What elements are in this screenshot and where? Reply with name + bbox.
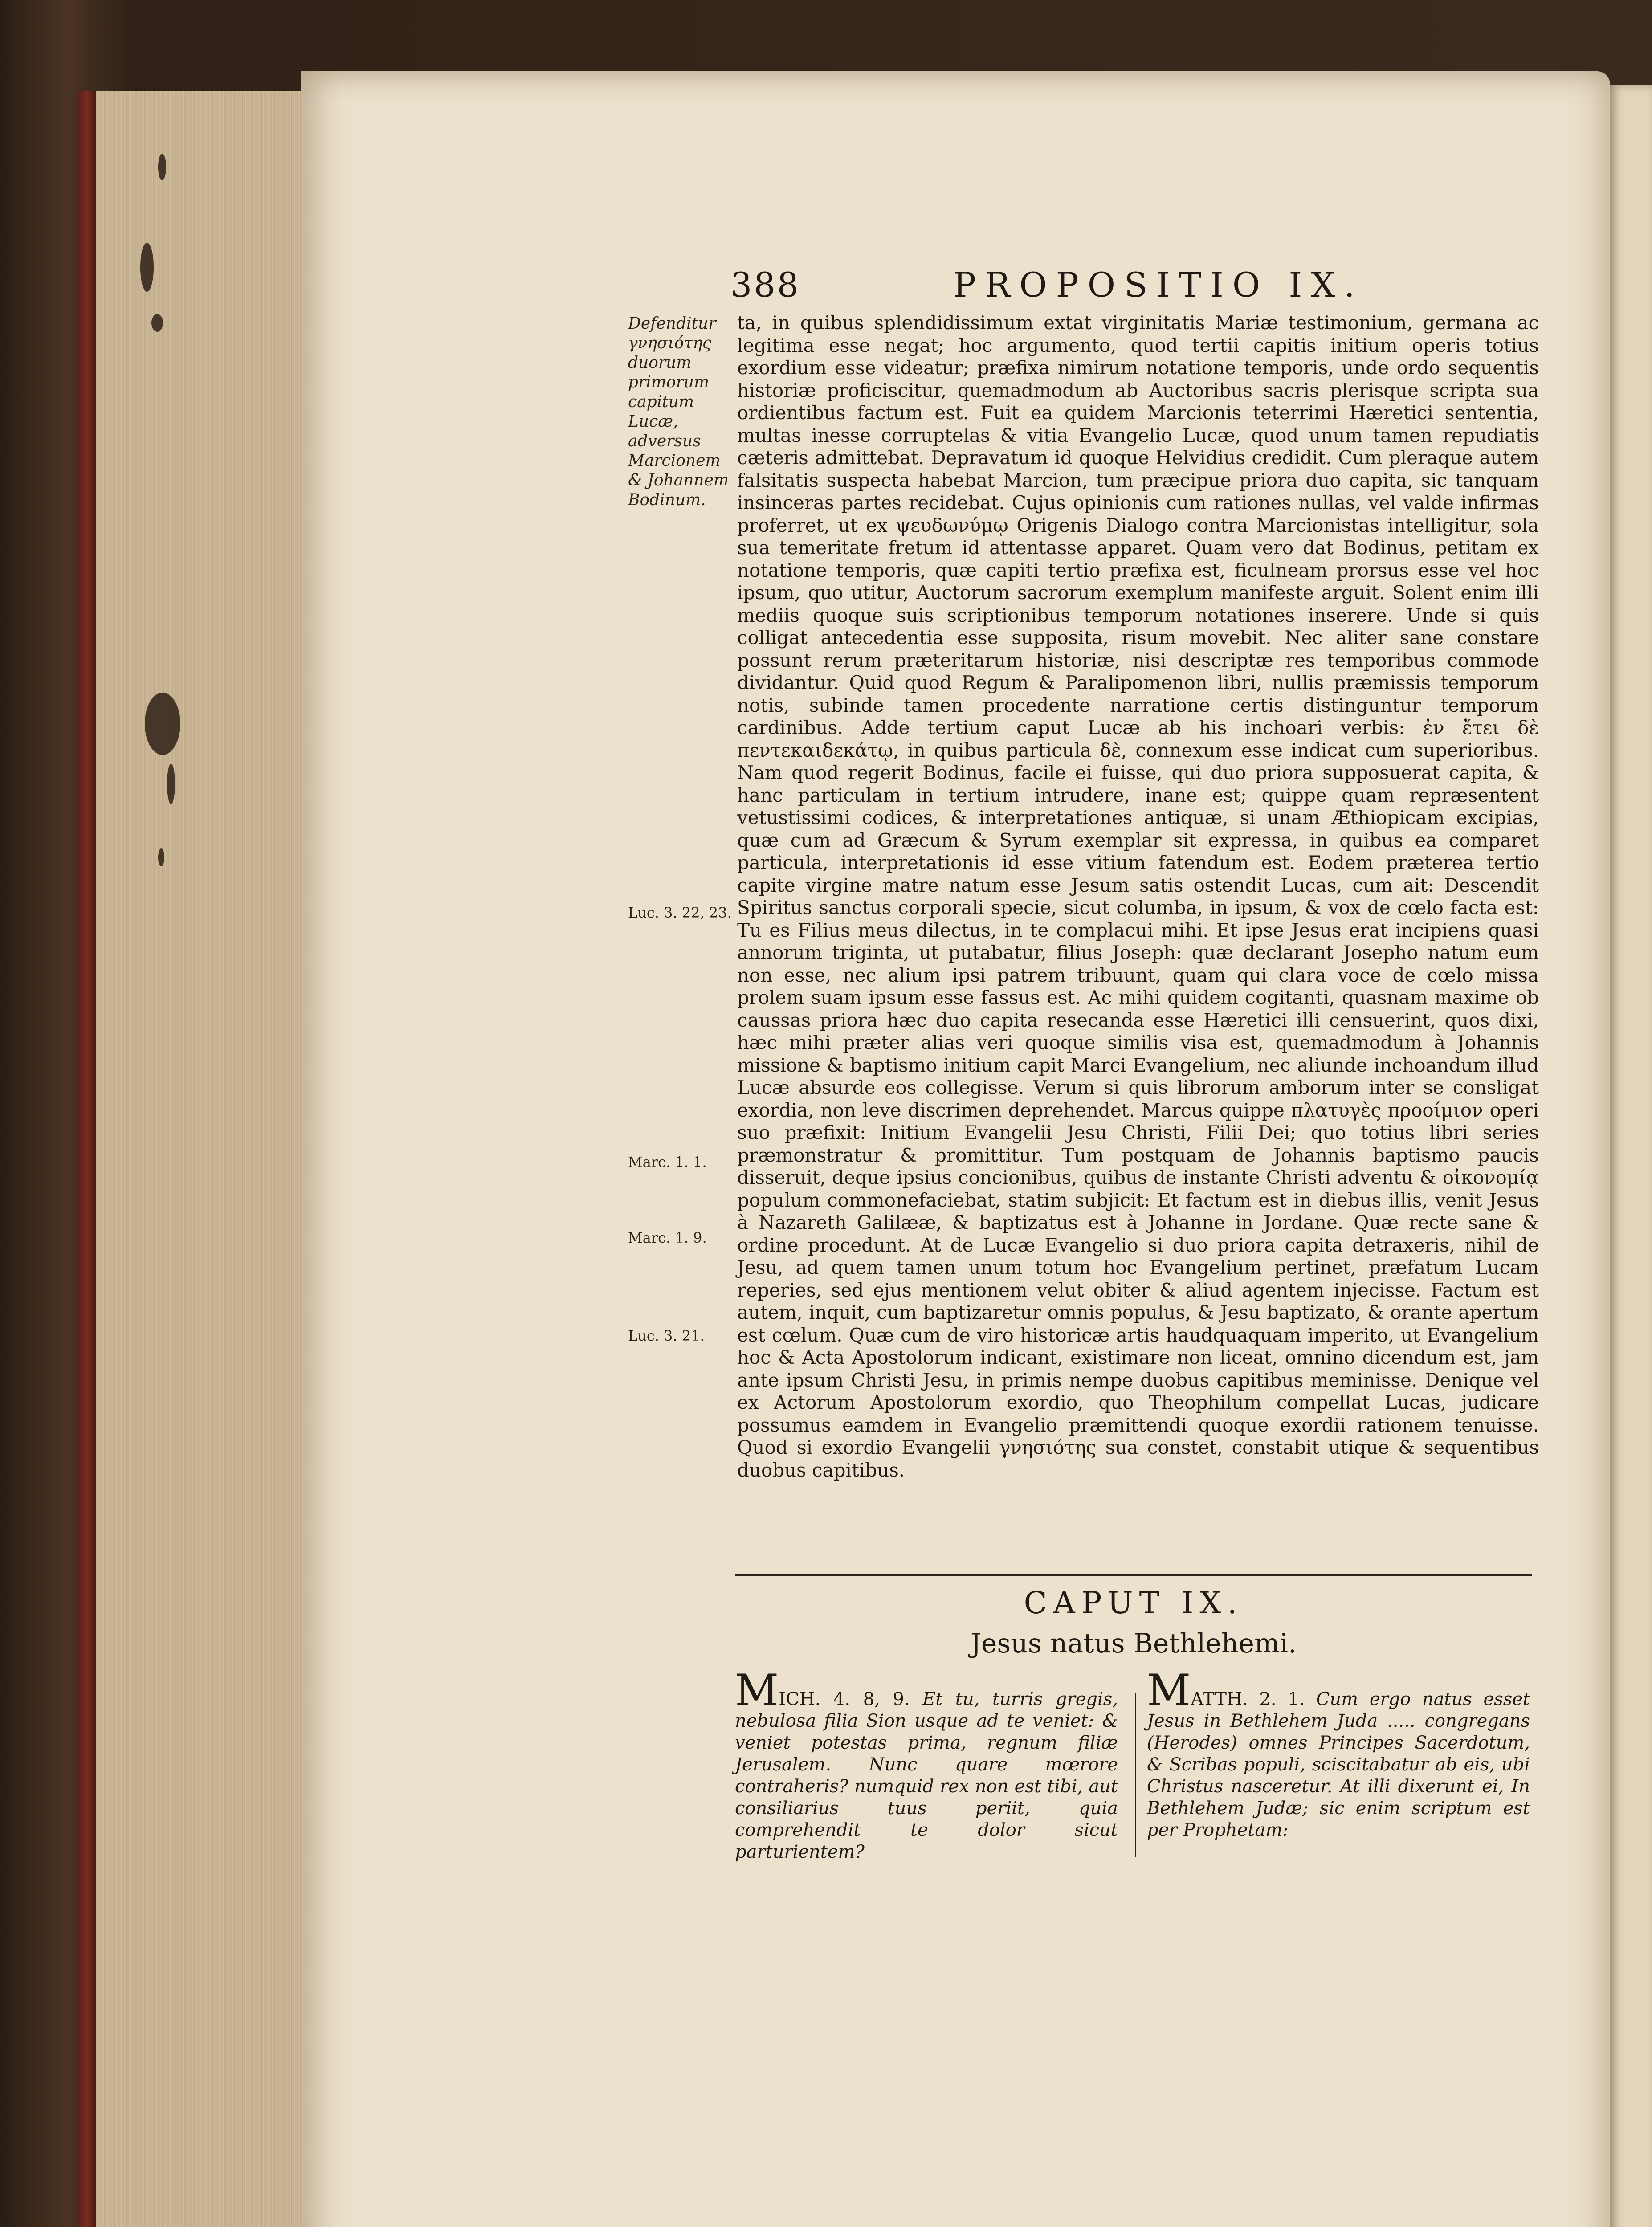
right-column bbox=[1147, 1665, 1530, 1841]
margin-reference: Luc. 3. 21. bbox=[628, 1327, 705, 1344]
book-spine-edge bbox=[78, 91, 96, 2227]
left-column bbox=[735, 1665, 1118, 1863]
stain bbox=[145, 693, 180, 755]
page-block-edge bbox=[96, 91, 302, 2227]
facing-page-edge bbox=[1610, 85, 1652, 2227]
running-head bbox=[730, 265, 1537, 305]
margin-reference: Marc. 1. 1. bbox=[628, 1154, 707, 1171]
chapter-title: CAPUT IX. bbox=[1024, 1586, 1244, 1621]
stain bbox=[158, 848, 164, 866]
column-text: Et tu, turris gregis, nebulosa filia Sion usque ad te veniet: & veniet potestas prima, regnum filiæ Jerusalem. Nunc quare mœrore contraheris? numquid rex non est tibi, aut consiliarius tuus periit, quia comprehendit te dolor sicut parturientem? bbox=[735, 1689, 1118, 1862]
column-divider bbox=[1135, 1693, 1136, 1857]
chapter-subtitle: Jesus natus Bethlehemi. bbox=[970, 1628, 1297, 1659]
column-text: Cum ergo natus esset Jesus in Bethlehem Juda ..... congregans (Herodes) omnes Principes Sacerdotum, & Scribas populi, sciscitabatur ab eis, ubi Christus nasceretur. At illi dixerunt ei, In Bethlehem Judæ; sic enim scriptum est per Prophetam: bbox=[1147, 1689, 1530, 1840]
stain bbox=[151, 314, 163, 332]
stain bbox=[140, 243, 154, 292]
stain bbox=[158, 154, 166, 180]
scripture-reference: ATTH. 2. 1. bbox=[1191, 1689, 1305, 1709]
body-text bbox=[737, 312, 1539, 1481]
margin-note: Defenditur γνησιότης duorum primorum capitum Lucæ, adversus Marcionem & Johannem Bodinum. bbox=[628, 314, 729, 509]
margin-reference: Luc. 3. 22, 23. bbox=[628, 904, 732, 921]
stain bbox=[167, 764, 175, 804]
drop-cap: M bbox=[1147, 1665, 1191, 1715]
drop-cap: M bbox=[735, 1665, 779, 1715]
scripture-reference: ICH. 4. 8, 9. bbox=[779, 1689, 910, 1709]
page-number: 388 bbox=[730, 265, 801, 305]
running-title: PROPOSITIO IX. bbox=[953, 265, 1364, 305]
section-rule bbox=[735, 1574, 1532, 1576]
body-paragraph: ta, in quibus splendidissimum extat virginitatis Mariæ testimonium, germana ac legitima esse negat; hoc argumento, quod tertii capitis initium operis totius exordium esse videatur; præfixa nimirum notatione temporis, unde ordo sequentis historiæ proficiscitur, quemadmodum ab Auctoribus sacris plerisque scripta sua ordientibus factum est. Fuit ea quidem Marcionis teterrimi Hæretici sententia, multas inesse corruptelas & vitia Evangelio Lucæ, quod unum tamen repudiatis cæteris admittebat. Depravatum id quoque Helvidius credidit. Cum pleraque autem falsitatis suspecta habebat Marcion, tum præcipue priora duo capita, sic tanquam insinceras partes recidebat. Cujus opinionis cum rationes nullas, vel valde infirmas proferret, ut ex ψευδωνύμῳ Origenis Dialogo contra Marcionistas intelligitur, sola sua temeritate fretum id attentasse apparet. Quam vero dat Bodinus, petitam ex notatione temporis, quæ capiti tertio præfixa est, ficulneam prorsus esse vel hoc ipsum, quo utitur, Auctorum sacrorum exemplum manifeste arguit. Solent enim illi mediis quoque suis scriptionibus temporum notationes inserere. Unde si quis colligat antecedentia esse supposita, risum movebit. Nec aliter sane constare possunt rerum præteritarum historiæ, nisi descriptæ res temporibus commode dividantur. Quid quod Regum & Paralipomenon libri, nullis præmissis temporum notis, subinde tamen procedente narratione certis distinguntur temporum cardinibus. Adde tertium caput Lucæ ab his inchoari verbis: ἐν ἔτει δὲ πεντεκαιδεκάτῳ, in quibus particula δὲ, connexum esse indicat cum superioribus. Nam quod regerit Bodinus, facile ei fuisse, qui duo priora supposuerat capita, & hanc particulam in tertium intrudere, inane est; quippe quam repræsentent vetustissimi codices, & interpretationes antiquæ, si unam Æthiopicam excipias, quæ cum ad Græcum & Syrum exemplar sit expressa, in quibus ea comparet particula, interpretationis id esse vitium fatendum est. Eodem præterea tertio capite virgine matre natum esse Jesum satis ostendit Lucas, cum ait: Descendit Spiritus sanctus corporali specie, sicut columba, in ipsum, & vox de cœlo facta est: Tu es Filius meus dilectus, in te complacui mihi. Et ipse Jesus erat incipiens quasi annorum triginta, ut putabatur, filius Joseph: quæ declarant Josepho natum eum non esse, nec alium ipsi patrem tribuunt, quam qui clara voce de cœlo missa prolem suam ipsum esse fassus est. Ac mihi quidem cogitanti, quasnam maxime ob caussas priora hæc duo capita resecanda esse Hæretici illi censuerint, quos dixi, hæc mihi præter alias veri quoque similis visa est, quemadmodum à Johannis missione & baptismo initium capit Marci Evangelium, nec aliunde inchoandum illud Lucæ absurde eos collegisse. Verum si quis librorum amborum inter se consligat exordia, non leve discrimen deprehendet. Marcus quippe πλατυγὲς προοίμιον operi suo præfixit: Initium Evangelii Jesu Christi, Filii Dei; quo totius libri series præmonstratur & promittitur. Tum postquam de Johannis baptismo paucis disseruit, deque ipsius concionibus, quibus de instante Christi adventu & οἰκονομίᾳ populum commonefaciebat, statim subjicit: Et factum est in diebus illis, venit Jesus à Nazareth Galilææ, & baptizatus est à Johanne in Jordane. Quæ recte sane & ordine procedunt. At de Lucæ Evangelio si duo priora capita detraxeris, nihil de Jesu, ad quem tamen unum totum hoc Evangelium pertinet, præfatum Lucam reperies, sed ejus mentionem velut obiter & aliud agentem injecisse. Factum est autem, inquit, cum baptizaretur omnis populus, & Jesu baptizato, & orante apertum est cœlum. Quæ cum de viro historicæ artis haudquaquam imperito, ut Evangelium hoc & Acta Apostolorum indicant, existimare non liceat, omnino dicendum est, jam ante ipsum Christi Jesu, in primis nempe duobus capitibus meminisse. Denique vel ex Actorum Apostolorum exordio, quo Theophilum compellat Lucas, judicare possumus eamdem in Evangelio præmittendi quoque exordii rationem tenuisse. Quod si exordio Evangelii γνησιότης sua constet, constabit utique & sequentibus duobus capitibus. bbox=[737, 312, 1539, 1481]
margin-reference: Marc. 1. 9. bbox=[628, 1229, 707, 1246]
